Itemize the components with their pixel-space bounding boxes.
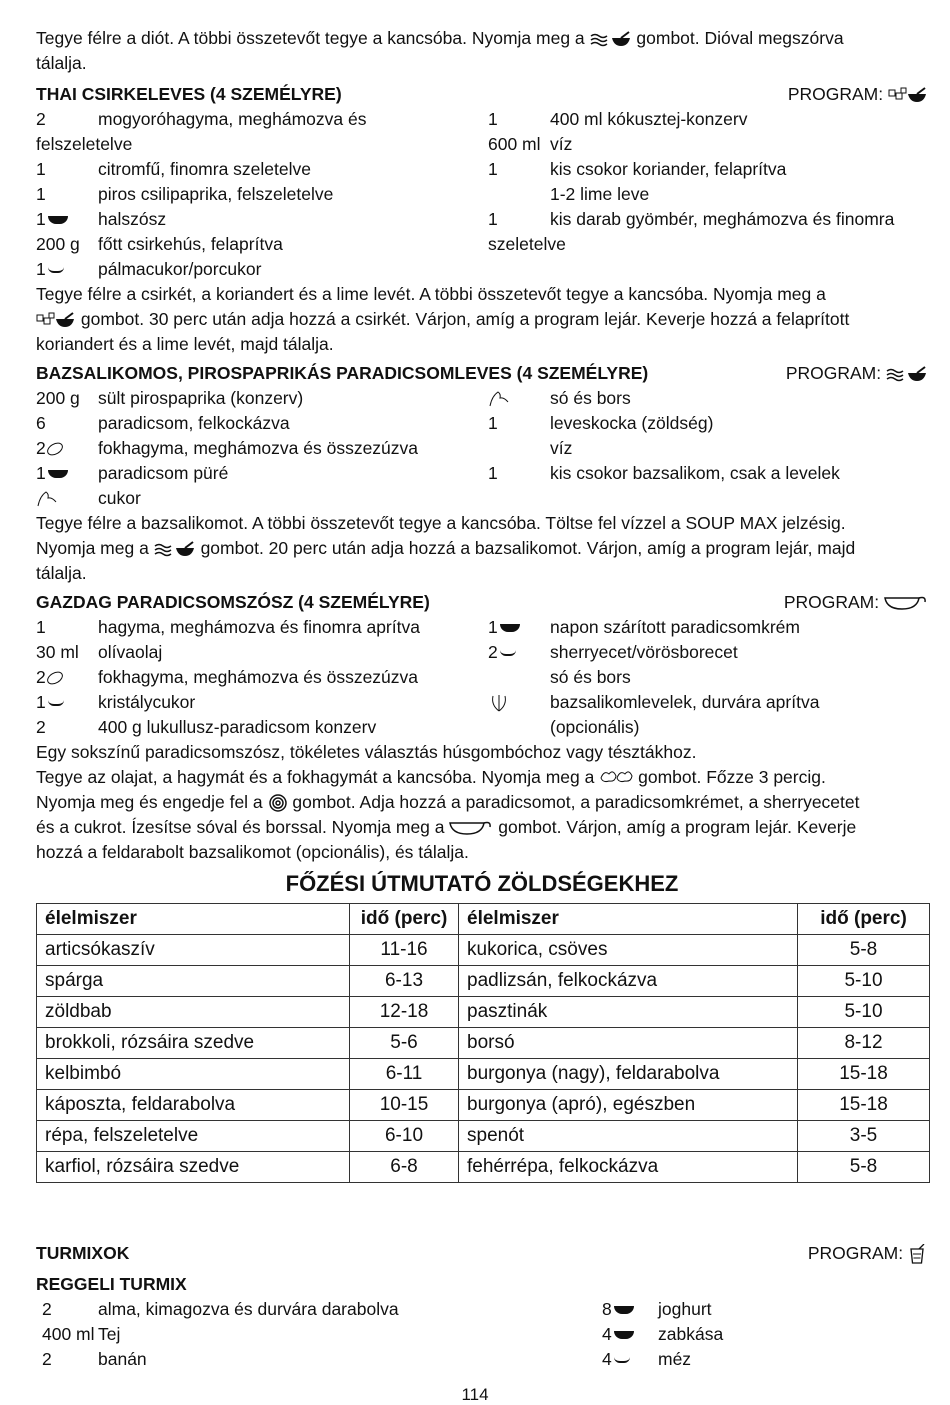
table-row bbox=[37, 935, 930, 966]
time-cell: 3-5 bbox=[798, 1121, 930, 1152]
table-row bbox=[37, 1121, 930, 1152]
table-row bbox=[37, 966, 930, 997]
food-cell: padlizsán, felkockázva bbox=[459, 966, 798, 997]
teaspoon-icon bbox=[48, 700, 64, 706]
saute-icon bbox=[599, 769, 633, 787]
page-number: 114 bbox=[461, 1385, 489, 1404]
sauce-bowl-icon bbox=[449, 820, 493, 836]
table-header-row bbox=[37, 904, 930, 935]
program-label: PROGRAM: bbox=[788, 82, 928, 107]
table-row bbox=[37, 997, 930, 1028]
garlic-clove-icon bbox=[46, 671, 64, 685]
pinch-icon bbox=[488, 390, 512, 408]
food-cell: káposzta, feldarabolva bbox=[37, 1090, 350, 1121]
food-cell: karfiol, rózsáira szedve bbox=[37, 1152, 350, 1183]
program-label: PROGRAM: bbox=[786, 361, 928, 386]
ingredient: 1-2 lime leve bbox=[550, 184, 650, 204]
time-cell: 6-13 bbox=[350, 966, 459, 997]
food-cell: kukorica, csöves bbox=[459, 935, 798, 966]
table-row bbox=[37, 1059, 930, 1090]
recipe-title: REGGELI TURMIX bbox=[36, 1274, 187, 1294]
recipe-header-sauce bbox=[36, 590, 928, 615]
soup-smooth-icon bbox=[886, 366, 928, 382]
ingredient: 2 banán bbox=[42, 1349, 147, 1369]
ingredient: cukor bbox=[36, 486, 488, 511]
food-cell: articsókaszív bbox=[37, 935, 350, 966]
tablespoon-icon bbox=[614, 1331, 634, 1339]
time-cell: 15-18 bbox=[798, 1090, 930, 1121]
recipe-title: BAZSALIKOMOS, PIROSPAPRIKÁS PARADICSOMLEVES (4 SZEMÉLYRE) bbox=[36, 363, 649, 383]
ingredient: 8 joghurt bbox=[602, 1299, 712, 1319]
ingredients-basil bbox=[36, 386, 928, 511]
ingredient: só és bors bbox=[550, 667, 631, 687]
ingredient: bazsalikomlevelek, durvára aprítva bbox=[488, 690, 928, 715]
food-cell: brokkoli, rózsáira szedve bbox=[37, 1028, 350, 1059]
food-cell: spárga bbox=[37, 966, 350, 997]
time-cell: 5-10 bbox=[798, 966, 930, 997]
time-cell: 6-11 bbox=[350, 1059, 459, 1090]
tablespoon-icon bbox=[48, 216, 68, 224]
food-cell: zöldbab bbox=[37, 997, 350, 1028]
time-cell: 12-18 bbox=[350, 997, 459, 1028]
soup-chunky-icon bbox=[888, 87, 928, 103]
ingredient: 1 halszósz bbox=[36, 209, 167, 229]
ingredient: víz bbox=[550, 438, 573, 458]
ingredient: 1 leveskocka (zöldség) bbox=[488, 413, 714, 433]
food-cell: pasztinák bbox=[459, 997, 798, 1028]
soup-chunky-icon bbox=[36, 312, 76, 328]
ingredient: 4 zabkása bbox=[602, 1324, 724, 1344]
time-cell: 6-10 bbox=[350, 1121, 459, 1152]
tablespoon-icon bbox=[500, 624, 520, 632]
vegetable-cooking-table bbox=[36, 903, 930, 1183]
ingredient: 1 paradicsom püré bbox=[36, 463, 229, 483]
ingredient: 2 fokhagyma, meghámozva és összezúzva bbox=[36, 667, 419, 687]
basil-leaves-icon bbox=[488, 694, 510, 712]
ingredient: 1 kis darab gyömbér, meghámozva és finomra bbox=[488, 209, 895, 229]
ingredient: 1 kristálycukor bbox=[36, 692, 196, 712]
ingredient: 1 kis csokor koriander, felaprítva bbox=[488, 159, 787, 179]
table-row bbox=[37, 1152, 930, 1183]
food-cell: fehérrépa, felkockázva bbox=[459, 1152, 798, 1183]
food-cell: kelbimbó bbox=[37, 1059, 350, 1090]
recipe-header-thai bbox=[36, 82, 928, 107]
ingredient: 1 kis csokor bazsalikom, csak a levelek bbox=[488, 463, 840, 483]
soup-smooth-icon bbox=[590, 31, 632, 47]
food-cell: burgonya (apró), egészben bbox=[459, 1090, 798, 1121]
table-row bbox=[37, 1028, 930, 1059]
ingredient: 400 ml Tej bbox=[42, 1324, 121, 1344]
ingredient-wrap: szeletelve bbox=[488, 234, 566, 254]
time-cell: 5-6 bbox=[350, 1028, 459, 1059]
teaspoon-icon bbox=[48, 267, 64, 273]
ingredient: 200 g főtt csirkehús, felaprítva bbox=[36, 234, 283, 254]
ingredient: 2 fokhagyma, meghámozva és összezúzva bbox=[36, 438, 419, 458]
garlic-clove-icon bbox=[46, 442, 64, 456]
ingredients-smoothie bbox=[36, 1297, 928, 1372]
ingredient: 600 ml víz bbox=[488, 134, 573, 154]
pulse-spiral-icon bbox=[268, 793, 288, 813]
recipe-header-basil bbox=[36, 361, 928, 386]
tablespoon-icon bbox=[48, 470, 68, 478]
ingredient: 6 paradicsom, felkockázva bbox=[36, 413, 290, 433]
smoothie-glass-icon bbox=[908, 1244, 928, 1264]
time-cell: 5-8 bbox=[798, 935, 930, 966]
ingredient: 2 mogyoróhagyma, meghámozva és bbox=[36, 109, 367, 129]
column-header: élelmiszer bbox=[459, 904, 798, 935]
column-header: élelmiszer bbox=[37, 904, 350, 935]
ingredient: 2 400 g lukullusz-paradicsom konzerv bbox=[36, 717, 377, 737]
instructions-thai: Tegye félre a csirkét, a koriandert és a lime levét. A többi összetevőt tegye a kancsóba. Nyomja meg a gombot. 30 perc után adja hozzá a csirkét. Várjon, amíg a program lejár. Keverje hozzá a felaprított koriandert és a lime levét, majd tálalja. bbox=[36, 284, 850, 354]
time-cell: 15-18 bbox=[798, 1059, 930, 1090]
ingredient-wrap: felszeletelve bbox=[36, 134, 133, 154]
time-cell: 10-15 bbox=[350, 1090, 459, 1121]
teaspoon-icon bbox=[500, 650, 516, 656]
time-cell: 8-12 bbox=[798, 1028, 930, 1059]
time-cell: 11-16 bbox=[350, 935, 459, 966]
recipe-title: THAI CSIRKELEVES (4 SZEMÉLYRE) bbox=[36, 84, 342, 104]
ingredient: 2 alma, kimagozva és durvára darabolva bbox=[42, 1299, 399, 1319]
tablespoon-icon bbox=[614, 1306, 634, 1314]
recipe-title: GAZDAG PARADICSOMSZÓSZ (4 SZEMÉLYRE) bbox=[36, 592, 430, 612]
time-cell: 6-8 bbox=[350, 1152, 459, 1183]
ingredient: 1 citromfű, finomra szeletelve bbox=[36, 159, 311, 179]
ingredient: (opcionális) bbox=[550, 717, 640, 737]
column-header: idő (perc) bbox=[798, 904, 930, 935]
food-cell: borsó bbox=[459, 1028, 798, 1059]
ingredient: 1 piros csilipaprika, felszeletelve bbox=[36, 184, 334, 204]
page-content bbox=[36, 26, 928, 1372]
food-cell: répa, felszeletelve bbox=[37, 1121, 350, 1152]
ingredient: 30 ml olívaolaj bbox=[36, 642, 163, 662]
soup-smooth-icon bbox=[154, 541, 196, 557]
time-cell: 5-8 bbox=[798, 1152, 930, 1183]
program-label: PROGRAM: bbox=[808, 1241, 928, 1266]
food-cell: burgonya (nagy), feldarabolva bbox=[459, 1059, 798, 1090]
ingredient: 4 méz bbox=[602, 1349, 692, 1369]
ingredient: 1 napon szárított paradicsomkrém bbox=[488, 617, 800, 637]
time-cell: 5-10 bbox=[798, 997, 930, 1028]
table-row bbox=[37, 1090, 930, 1121]
ingredient: 2 sherryecet/vörösborecet bbox=[488, 642, 738, 662]
pinch-icon bbox=[36, 490, 60, 508]
table-title: FŐZÉSI ÚTMUTATÓ ZÖLDSÉGEKHEZ bbox=[285, 871, 679, 896]
ingredient: 1 pálmacukor/porcukor bbox=[36, 259, 262, 279]
intro-text: Tegye félre a diót. A többi összetevőt tegye a kancsóba. Nyomja meg a gombot. Dióval megszórva tálalja. bbox=[36, 28, 844, 73]
instructions-sauce: Egy sokszínű paradicsomszósz, tökéletes választás húsgombóchoz vagy tésztákhoz. Tegye az olajat, a hagymát és a fokhagymát a kancsóba. Nyomja meg a gombot. Főzze 3 percig. Nyomja meg és engedje fel a gombot. Adja hozzá a paradicsomot, a paradicsomkrémet, a sherryecetet és a cukrot. Ízesítse sóval és borssal. Nyomja meg a gombot. Várjon, amíg a program lejár. Keverje hozzá a feldarabolt bazsalikomot (opcionális), és tálalja. bbox=[36, 742, 860, 862]
instructions-basil: Tegye félre a bazsalikomot. A többi összetevőt tegye a kancsóba. Töltse fel vízzel a SOUP MAX jelzésig. Nyomja meg a gombot. 20 perc után adja hozzá a bazsalikomot. Várjon, amíg a program lejár, majd tálalja. bbox=[36, 513, 856, 583]
ingredient: 1 400 ml kókusztej-konzerv bbox=[488, 109, 748, 129]
ingredients-sauce bbox=[36, 615, 928, 740]
ingredient: 1 hagyma, meghámozva és finomra aprítva bbox=[36, 617, 420, 637]
ingredients-thai bbox=[36, 107, 928, 282]
ingredient: só és bors bbox=[488, 386, 928, 411]
food-cell: spenót bbox=[459, 1121, 798, 1152]
column-header: idő (perc) bbox=[350, 904, 459, 935]
sauce-bowl-icon bbox=[884, 595, 928, 611]
teaspoon-icon bbox=[614, 1357, 630, 1363]
section-title: TURMIXOK bbox=[36, 1243, 130, 1263]
program-label: PROGRAM: bbox=[784, 590, 928, 615]
recipe-header-smoothies bbox=[36, 1241, 928, 1266]
ingredient: 200 g sült pirospaprika (konzerv) bbox=[36, 388, 304, 408]
